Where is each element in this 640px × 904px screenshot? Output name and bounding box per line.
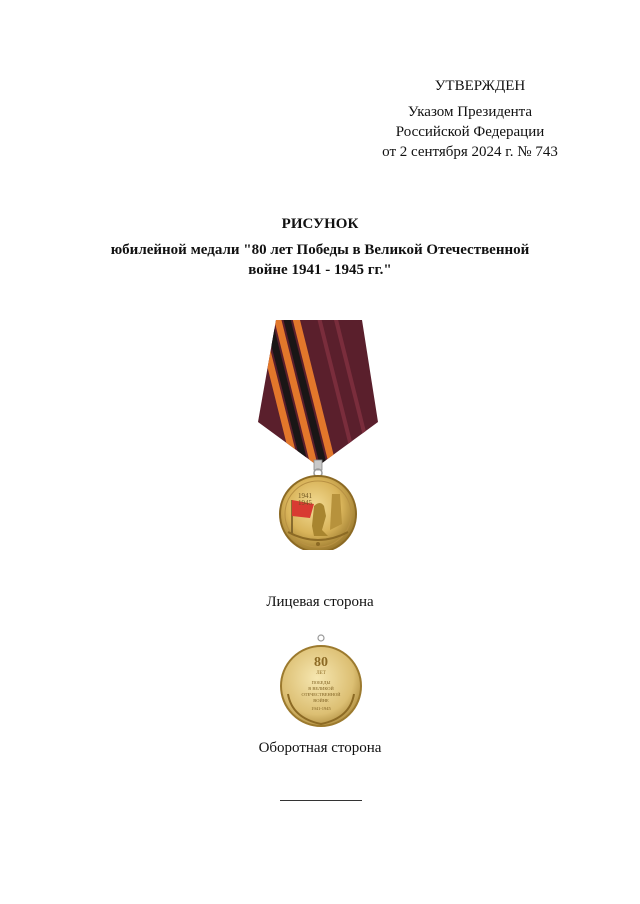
medal-back-years: 1941-1945 <box>311 706 331 711</box>
closing-line <box>280 800 362 801</box>
approval-line-3: от 2 сентября 2024 г. № 743 <box>382 144 558 160</box>
approval-line-1: Указом Президента <box>407 104 533 120</box>
medal-back-line-1: ПОБЕДЫ <box>311 680 331 685</box>
approved-label: УТВЕРЖДЕН <box>434 78 526 94</box>
medal-back-line-3: ОТЕЧЕСТВЕННОЙ <box>301 692 341 697</box>
approval-block <box>360 76 580 162</box>
medal-back-image <box>274 634 368 728</box>
approval-line-2: Российской Федерации <box>395 124 545 140</box>
title-line-2: войне 1941 - 1945 гг." <box>248 262 392 278</box>
caption-back: Оборотная сторона <box>258 740 382 756</box>
title-heading: РИСУНОК <box>281 216 359 232</box>
medal-back-number: 80 <box>314 655 328 670</box>
medal-year-bottom: 1945 <box>298 499 312 507</box>
medal-front-image <box>254 318 382 550</box>
medal-back-line-2: В ВЕЛИКОЙ <box>308 686 334 691</box>
title-line-1: юбилейной медали "80 лет Победы в Великой Отечественной <box>110 242 530 258</box>
medal-back-line-4: ВОЙНЕ <box>313 698 329 703</box>
document-title <box>0 214 640 280</box>
caption-front: Лицевая сторона <box>266 594 374 610</box>
medal-year-top: 1941 <box>298 492 312 500</box>
medal-back-word: ЛЕТ <box>316 671 326 676</box>
